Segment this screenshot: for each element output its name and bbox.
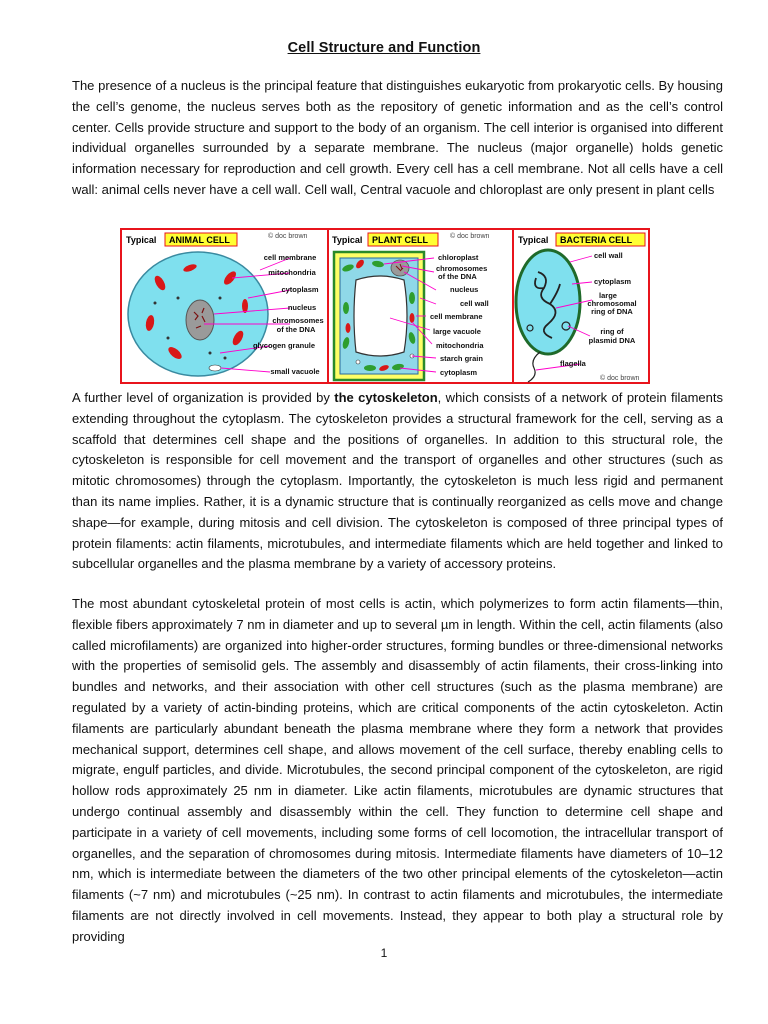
plant-large-vacuole	[354, 276, 407, 356]
animal-typical-label: Typical	[126, 235, 157, 245]
animal-label: glycogen granule	[252, 341, 316, 350]
bacteria-heading: BACTERIA CELL	[560, 235, 633, 245]
plant-typical-label: Typical	[332, 235, 363, 245]
bacteria-label: ring of	[600, 327, 624, 336]
bacteria-label: large	[599, 291, 617, 300]
actin-paragraph: The most abundant cytoskeletal protein of most cells is actin, which polymerizes to form actin filaments—thin, flexible fibers approximately 7 nm in diameter and up to several µm in length. Within the cell, actin filaments (also called microfilaments) are organized into higher-order structures, forming bundles or three-dimensional networks with the properties of semisolid gels. The assembly and disassembly of actin filaments, their cross-linking into bundles and networks, and their association with other cell structures (such as the plasma membrane) are regulated by a variety of actin-binding proteins, which are critical components of the actin cytoskeleton. Actin filaments are particularly abundant beneath the plasma membrane where they form a network that provides mechanical support, determines cell shape, and allows movement of the cell surface, thereby enabling cells to migrate, engulf particles, and divide. Microtubules, the second principal component of the cytoskeleton, are rigid hollow rods approximately 25 nm in diameter. Like actin filaments, microtubules are dynamic structures that undergo continual assembly and disassembly within the cell. They function to determine cell shape and participate in a variety of cell movements, including some forms of cell locomotion, the intracellular transport of organelles, and the separation of chromosomes during mitosis. Intermediate filaments have diameters of 10–12 nm, which is intermediate between the diameters of the two other principal elements of the cytoskeleton—actin filaments (~7 nm) and microtubules (~25 nm). In contrast to actin filaments and microtubules, the intermediate filaments are not directly involved in cell movements. Instead, they appear to both play a structural role by providing	[72, 596, 723, 944]
plant-heading: PLANT CELL	[372, 235, 428, 245]
animal-heading: ANIMAL CELL	[169, 235, 230, 245]
plant-label: chloroplast	[438, 253, 479, 262]
plant-label: chromosomes	[436, 264, 488, 273]
animal-nucleus	[186, 300, 214, 340]
bacteria-cell-wall	[516, 250, 580, 354]
animal-credit: © doc brown	[268, 233, 308, 240]
page-number: 1	[380, 946, 388, 960]
animal-label: mitochondria	[268, 268, 316, 277]
cell-types-figure	[120, 228, 650, 384]
intro-paragraph: The presence of a nucleus is the principal feature that distinguishes eukaryotic from prokaryotic cells. By housing the cell’s genome, the nucleus serves both as the repository of genetic information and as the cell’s control center. Cells provide structure and support to the body of an organism. The cell interior is organised into different individual organelles surrounded by a separate membrane. The nucleus (major organelle) holds genetic information necessary for reproduction and cell growth. Every cell has a cell membrane. Not all cells have a cell wall: animal cells never have a cell wall. Cell wall, Central vacuole and chloroplast are only present in plant cells	[72, 78, 723, 197]
animal-label: cytoplasm	[281, 285, 319, 294]
animal-label: cell membrane	[263, 253, 317, 262]
cytoskeleton-body-text: , which consists of a network of protein filaments extending throughout the cytoplasm. The cytoskeleton provides a structural framework for the cell, serving as a scaffold that determines cell shape and the positions of organelles. In addition to this structural role, the cytoskeleton is responsible for cell movement and the transport of organelles and other structures (such as mitotic chromosomes) through the cytoplasm. Importantly, the cytoskeleton is much less rigid and permanent than its name implies. Rather, it is a dynamic structure that is continually reorganized as cells move and change shape—for example, during mitosis and cell division. The cytoskeleton is composed of three principal types of protein filaments: actin filaments, microtubules, and intermediate filaments which are held together and linked to subcellular organelles and the plasma membrane by a variety of accessory proteins.	[72, 390, 724, 572]
plant-label: cell membrane	[430, 312, 483, 321]
plant-cell-panel	[332, 232, 490, 380]
bacteria-credit: © doc brown	[600, 375, 640, 382]
plant-label: nucleus	[450, 285, 479, 294]
cytoskeleton-paragraph	[72, 388, 723, 575]
plant-label: cytoplasm	[440, 368, 478, 377]
bacteria-label: flagella	[560, 359, 586, 368]
page-title: Cell Structure and Function	[287, 40, 481, 56]
cell-diagram	[120, 228, 650, 384]
animal-label: of the DNA	[276, 325, 316, 334]
plant-label: starch grain	[440, 354, 483, 363]
animal-label: nucleus	[287, 303, 317, 312]
bacteria-label: chromosomal	[587, 299, 637, 308]
cytoskeleton-term: the cytoskeleton	[334, 390, 438, 405]
bacteria-label: cell wall	[594, 251, 623, 260]
plant-label: large vacuole	[433, 327, 481, 336]
animal-small-vacuole	[209, 365, 221, 371]
bacteria-typical-label: Typical	[518, 235, 549, 245]
plant-label: cell wall	[460, 299, 489, 308]
bacteria-label: plasmid DNA	[588, 336, 636, 345]
bacteria-label: cytoplasm	[594, 277, 632, 286]
plant-label: of the DNA	[438, 272, 477, 281]
animal-label: small vacuole	[270, 367, 320, 376]
cytoskeleton-intro-text: A further level of organization is provided by	[72, 390, 335, 405]
bacteria-label: ring of DNA	[591, 307, 633, 316]
plant-credit: © doc brown	[450, 233, 490, 240]
plant-label: mitochondria	[436, 341, 484, 350]
animal-label: chromosomes	[272, 316, 324, 325]
